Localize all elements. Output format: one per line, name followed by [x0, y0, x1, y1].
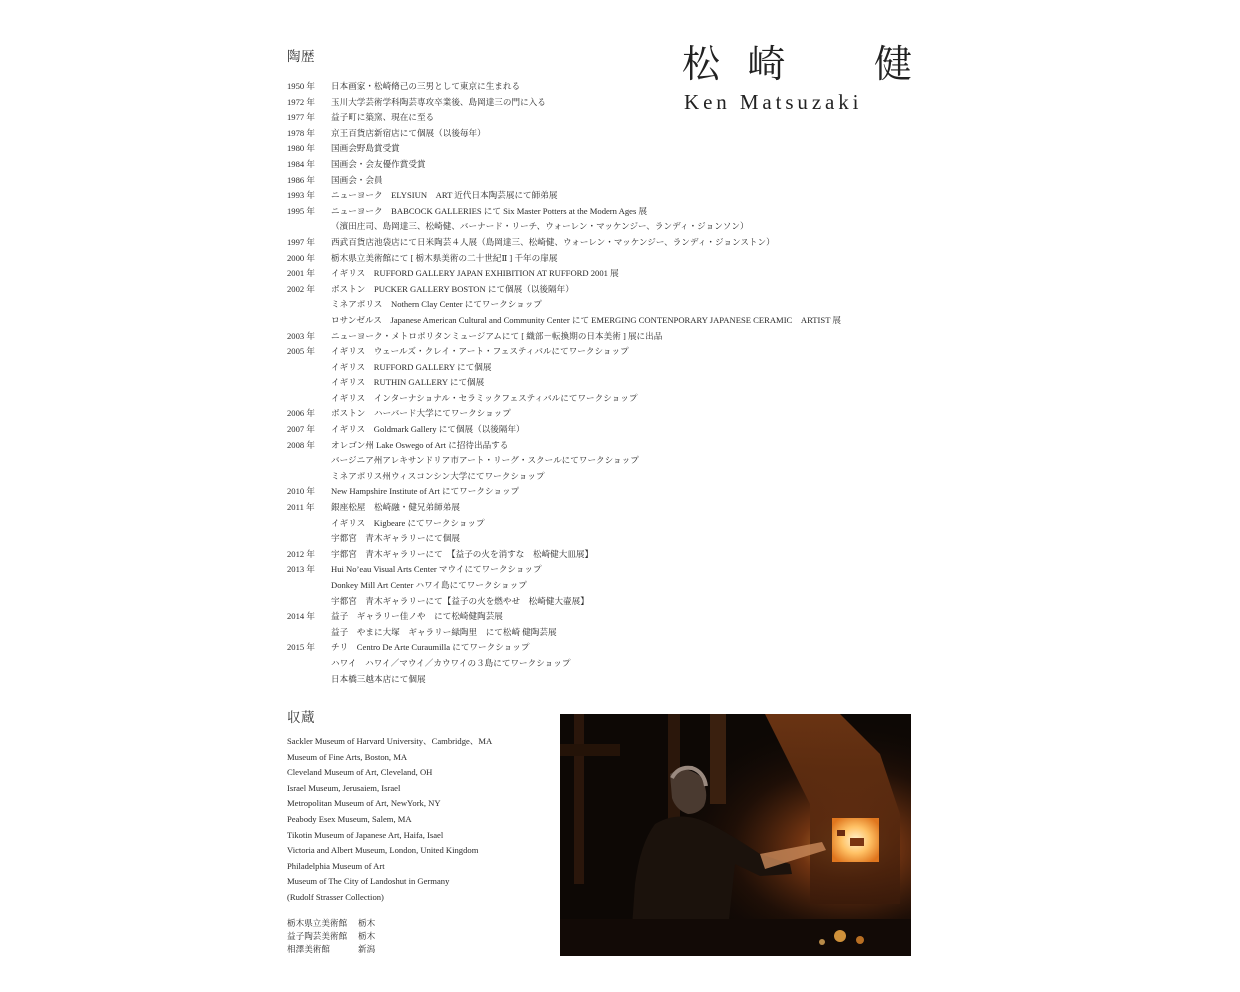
career-timeline [287, 79, 927, 687]
career-year: 2012 年 [287, 548, 315, 559]
career-entry: New Hampshire Institute of Art にてワークショップ [331, 486, 520, 497]
career-row [287, 438, 927, 454]
career-year [287, 578, 331, 594]
career-year: 2006 年 [287, 408, 315, 419]
career-year [287, 360, 331, 376]
career-year [287, 594, 331, 610]
career-entry: 国画会野島賞受賞 [331, 143, 400, 154]
career-entry: イギリス RUTHIN GALLERY にて個展 [331, 377, 485, 388]
career-year [287, 453, 331, 469]
japan-museum-city: 栃木 [358, 931, 376, 941]
career-entry: ニューヨーク・メトロポリタンミュージアムにて [ 織部－転換期の日本美術 ] 展に出品 [331, 330, 663, 341]
career-entry: チリ Centro De Arte Curaumilla にてワークショップ [331, 642, 530, 653]
collection-item: Metropolitan Museum of Art, NewYork, NY [287, 798, 441, 809]
career-entry: 益子 ギャラリー佳ノや にて松崎健陶芸展 [331, 611, 503, 622]
career-row [287, 500, 927, 516]
career-row [287, 329, 927, 345]
career-entry: イギリス RUFFORD GALLERY JAPAN EXHIBITION AT RUFFORD 2001 展 [331, 268, 619, 279]
japan-museum-city: 新潟 [358, 944, 376, 954]
japan-collection-row [287, 917, 487, 930]
career-entry: ニューヨーク BABCOCK GALLERIES にて Six Master Potters at the Modern Ages 展 [331, 205, 648, 216]
japan-collection-row [287, 930, 487, 943]
collection-item: Tikotin Museum of Japanese Art, Haifa, Isael [287, 829, 444, 840]
career-entry: 国画会・会員 [331, 174, 383, 185]
career-entry: 益子 やまに大塚 ギャラリー緑陶里 にて松崎 健陶芸展 [331, 626, 557, 637]
career-row [287, 110, 927, 126]
career-year: 1997 年 [287, 236, 315, 247]
career-row [287, 656, 927, 672]
career-entry: イギリス Goldmark Gallery にて個展（以後隔年） [331, 424, 525, 435]
collection-item: Museum of The City of Landoshut in Germany [287, 876, 450, 887]
career-entry: オレゴン州 Lake Oswego of Art に招待出品する [331, 439, 509, 450]
career-entry: ミネアポリス州ウィスコンシン大学にてワークショップ [331, 470, 545, 481]
career-row [287, 141, 927, 157]
career-row [287, 219, 927, 235]
career-year: 2003 年 [287, 330, 315, 341]
career-year: 2002 年 [287, 283, 315, 294]
career-entry: イギリス RUFFORD GALLERY にて個展 [331, 361, 492, 372]
career-entry: （濱田庄司、島岡達三、松崎健、バーナード・リーチ、ウォーレン・マッケンジー、ランディ・ジョンソン） [331, 221, 749, 232]
career-row [287, 95, 927, 111]
career-row [287, 469, 927, 485]
career-heading: 陶歴 [287, 49, 315, 64]
career-year: 2015 年 [287, 642, 315, 653]
career-entry: ボストン ハーバード大学にてワークショップ [331, 408, 511, 419]
career-entry: 宇都宮 青木ギャラリーにて【益子の火を燃やせ 松崎健大壷展】 [331, 595, 589, 606]
career-entry: ハワイ ハワイ／マウイ／カウワイの３島にてワークショップ [331, 657, 571, 668]
career-entry: 日本橋三越本店にて個展 [331, 673, 426, 684]
career-row [287, 562, 927, 578]
japan-collections-list [287, 917, 487, 956]
career-row [287, 547, 927, 563]
career-row [287, 422, 927, 438]
career-year [287, 672, 331, 688]
career-entry: イギリス ウェールズ・クレイ・アート・フェスティバルにてワークショップ [331, 346, 629, 357]
career-row [287, 625, 927, 641]
career-row [287, 609, 927, 625]
collection-item: Victoria and Albert Museum, London, United Kingdom [287, 845, 479, 856]
career-row [287, 266, 927, 282]
career-year [287, 313, 331, 329]
career-row [287, 235, 927, 251]
career-year: 2005 年 [287, 346, 315, 357]
collection-item: Cleveland Museum of Art, Cleveland, OH [287, 767, 433, 778]
career-row [287, 313, 927, 329]
career-row [287, 375, 927, 391]
career-year: 2013 年 [287, 564, 315, 575]
career-row [287, 391, 927, 407]
career-year: 2001 年 [287, 268, 315, 279]
career-entry: ボストン PUCKER GALLERY BOSTON にて個展（以後隔年） [331, 283, 574, 294]
career-entry: バージニア州アレキサンドリア市アート・リーグ・スクールにてワークショップ [331, 455, 639, 466]
career-year: 2014 年 [287, 611, 315, 622]
career-year [287, 375, 331, 391]
photo-illustration [560, 714, 911, 956]
career-entry: ロサンゼルス Japanese American Cultural and Community Center にて EMERGING CONTENPORARY JAPANESE CERAMIC ARTIST 展 [331, 314, 842, 325]
career-row [287, 360, 927, 376]
career-entry: ニューヨーク ELYSIUN ART 近代日本陶芸展にて師弟展 [331, 190, 558, 201]
collections-list [287, 734, 547, 906]
career-row [287, 282, 927, 298]
career-row [287, 406, 927, 422]
career-row [287, 344, 927, 360]
career-year: 1986 年 [287, 174, 315, 185]
career-year [287, 219, 331, 235]
career-year: 1972 年 [287, 96, 315, 107]
career-entry: 銀座松屋 松崎融・健兄弟師弟展 [331, 502, 460, 513]
name-char-3: 健 [873, 44, 912, 86]
career-row [287, 578, 927, 594]
career-entry: イギリス Kigbeare にてワークショップ [331, 517, 485, 528]
career-entry: 京王百貨店新宿店にて個展（以後毎年） [331, 127, 486, 138]
career-year [287, 469, 331, 485]
career-year: 1980 年 [287, 143, 315, 154]
japan-museum-city: 栃木 [358, 918, 376, 928]
career-entry: 日本画家・松崎脩己の三男として東京に生まれる [331, 81, 521, 91]
japan-museum-name: 相澤美術館 [287, 944, 330, 954]
career-entry: Donkey Mill Art Center ハワイ島にてワークショップ [331, 580, 527, 590]
artist-name-english: Ken Matsuzaki [684, 90, 863, 114]
career-row [287, 484, 927, 500]
career-row [287, 640, 927, 656]
career-year: 1978 年 [287, 127, 315, 138]
collection-item: Museum of Fine Arts, Boston, MA [287, 751, 408, 762]
japan-collection-row [287, 943, 487, 956]
career-entry: ミネアポリス Nothern Clay Center にてワークショップ [331, 299, 542, 310]
collection-item: (Rudolf Strasser Collection) [287, 891, 384, 902]
career-year: 2000 年 [287, 252, 315, 263]
career-year [287, 531, 331, 547]
collection-item: Sackler Museum of Harvard University、Cambridge、MA [287, 736, 493, 746]
career-year [287, 625, 331, 641]
career-row [287, 188, 927, 204]
career-row [287, 173, 927, 189]
career-year: 1977 年 [287, 112, 315, 123]
collection-item: Philadelphia Museum of Art [287, 860, 385, 871]
career-row [287, 516, 927, 532]
japan-museum-name: 益子陶芸美術館 [287, 931, 348, 941]
career-row [287, 531, 927, 547]
career-row [287, 594, 927, 610]
career-entry: 西武百貨店池袋店にて日米陶芸４人展（島岡達三、松崎健、ウォーレン・マッケンジー、ランディ・ジョンストン） [331, 236, 775, 247]
career-year: 1995 年 [287, 205, 315, 216]
career-entry: イギリス インターナショナル・セラミックフェスティバルにてワークショップ [331, 392, 638, 403]
japan-museum-name: 栃木県立美術館 [287, 918, 348, 928]
career-year: 1984 年 [287, 158, 315, 169]
career-entry: 国画会・会友優作賞受賞 [331, 158, 426, 169]
name-char-1: 松 [682, 44, 721, 86]
career-year [287, 656, 331, 672]
career-year [287, 297, 331, 313]
career-row [287, 251, 927, 267]
career-year: 2007 年 [287, 424, 315, 435]
collection-item: Israel Museum, Jerusaiem, Israel [287, 782, 401, 793]
career-entry: 栃木県立美術館にて [ 栃木県美術の二十世紀Ⅱ ] 千年の扉展 [331, 252, 558, 263]
career-year [287, 516, 331, 532]
career-row [287, 297, 927, 313]
career-year: 2008 年 [287, 439, 315, 450]
career-row [287, 79, 927, 95]
career-row [287, 453, 927, 469]
career-row [287, 204, 927, 220]
career-entry: 宇都宮 青木ギャラリーにて個展 [331, 533, 460, 544]
career-year: 2010 年 [287, 486, 315, 497]
career-year: 1993 年 [287, 190, 315, 201]
career-entry: 宇都宮 青木ギャラリーにて 【益子の火を消すな 松崎健大皿展】 [331, 548, 594, 559]
collection-item: Peabody Esex Museum, Salem, MA [287, 813, 412, 824]
career-entry: Hui No’eau Visual Arts Center マウイにてワークショップ [331, 564, 542, 575]
name-char-2: 崎 [747, 44, 786, 86]
collections-heading: 収蔵 [287, 710, 315, 725]
career-year: 2011 年 [287, 502, 315, 513]
career-entry: 玉川大学芸術学科陶芸専攻卒業後、島岡達三の門に入る [331, 96, 546, 107]
career-year: 1950 年 [287, 81, 315, 91]
kiln-firing-photo [560, 714, 911, 956]
career-entry: 益子町に築窯、現在に至る [331, 112, 435, 123]
career-row [287, 157, 927, 173]
career-row [287, 126, 927, 142]
career-year [287, 391, 331, 407]
career-row [287, 672, 927, 688]
